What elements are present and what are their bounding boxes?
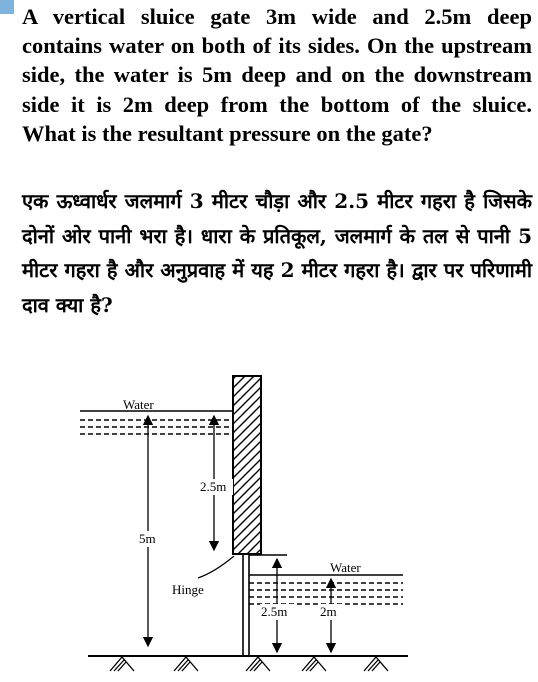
question-hindi: एक ऊध्वार्धर जलमार्ग 3 मीटर चौड़ा और 2.5 मीटर गहरा है जिसके दोनों ओर पानी भरा है। धारा के प्रतिकूल, जलमार्ग के तल से पानी 5 मीटर गहरा है और अनुप्रवाह में यह 2 मीटर गहरा है। द्वार पर परिणामी दाव क्या है? <box>22 189 532 317</box>
upstream-water <box>80 411 232 434</box>
ground <box>88 656 408 671</box>
gate-support-post <box>243 554 249 656</box>
water-downstream-label: Water <box>330 560 361 575</box>
downstream-depth-label: 2m <box>320 604 337 619</box>
question-english: A vertical sluice gate 3m wide and 2.5m deep contains water on both of its sides. On the upstream side, the water is 5m deep and on the downstream side it is 2m deep from the bottom of the sluice. What is the resultant pressure on the gate? <box>22 4 532 146</box>
corner-mark <box>0 0 14 14</box>
sluice-gate-figure <box>0 360 538 682</box>
downstream-water <box>249 575 403 604</box>
gate-depth-label: 2.5m <box>200 479 227 494</box>
downstream-gate-depth-label: 2.5m <box>261 604 288 619</box>
upstream-depth-label: 5m <box>139 531 156 546</box>
hinge-label: Hinge <box>172 582 204 597</box>
sluice-gate <box>233 376 261 554</box>
hinge-leader <box>198 556 234 578</box>
water-upstream-label: Water <box>123 397 154 412</box>
